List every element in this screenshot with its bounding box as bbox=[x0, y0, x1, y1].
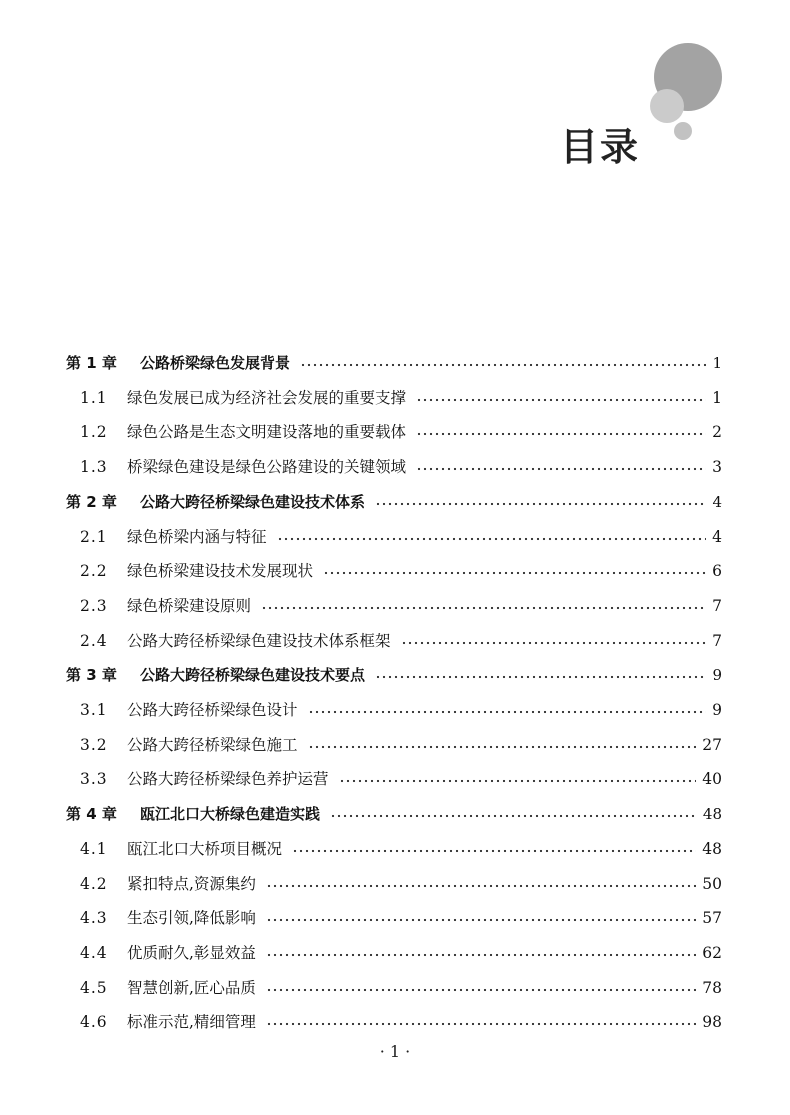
toc-entry-title: 绿色桥梁内涵与特征 bbox=[127, 527, 267, 546]
toc-entry-page: 48 bbox=[702, 839, 722, 858]
toc-section-entry[interactable] bbox=[80, 868, 722, 894]
toc-section-entry[interactable] bbox=[80, 451, 722, 477]
toc-section-entry[interactable] bbox=[80, 902, 722, 928]
toc-chapter-entry[interactable] bbox=[66, 659, 722, 685]
toc-entry-title: 公路大跨径桥梁绿色养护运营 bbox=[127, 770, 329, 789]
dot-leader bbox=[266, 952, 696, 958]
toc-entry-page: 3 bbox=[712, 458, 722, 477]
toc-entry-page: 9 bbox=[712, 701, 722, 719]
toc-entry-title: 公路大跨径桥梁绿色施工 bbox=[127, 735, 298, 754]
toc-entry-title: 智慧创新,匠心品质 bbox=[127, 978, 256, 997]
toc-entry-page: 62 bbox=[702, 943, 722, 962]
toc-entry-number: 第 1 章 bbox=[66, 354, 117, 372]
toc-section-entry[interactable] bbox=[80, 521, 722, 547]
toc-entry-page: 40 bbox=[702, 770, 722, 789]
toc-entry-number: 第 2 章 bbox=[66, 492, 117, 511]
toc-entry-page: 7 bbox=[712, 631, 722, 650]
toc-section-entry[interactable] bbox=[80, 555, 722, 581]
dot-leader bbox=[277, 536, 706, 542]
toc-entry-page: 78 bbox=[702, 978, 722, 997]
toc-entry-number: 4.6 bbox=[80, 1013, 108, 1032]
toc-entry-number: 3.2 bbox=[80, 735, 108, 754]
dot-leader bbox=[375, 501, 706, 507]
toc-entry-page: 7 bbox=[712, 596, 722, 615]
toc-chapter-entry[interactable] bbox=[66, 486, 722, 512]
dot-leader bbox=[308, 709, 706, 715]
toc-entry-number: 4.2 bbox=[80, 874, 108, 893]
toc-entry-page: 4 bbox=[712, 492, 722, 511]
dot-leader bbox=[416, 397, 706, 403]
toc-entry-number: 4.3 bbox=[80, 909, 108, 928]
toc-entry-title: 公路桥梁绿色发展背景 bbox=[140, 354, 291, 372]
toc-entry-title: 公路大跨径桥梁绿色建设技术体系框架 bbox=[127, 631, 391, 650]
toc-section-entry[interactable] bbox=[80, 763, 722, 789]
toc-entry-number: 第 3 章 bbox=[66, 666, 117, 685]
dot-leader bbox=[330, 813, 697, 819]
toc-entry-title: 公路大跨径桥梁绿色建设技术体系 bbox=[140, 492, 366, 511]
dot-leader bbox=[261, 605, 706, 611]
toc-section-entry[interactable] bbox=[80, 833, 722, 859]
dot-leader bbox=[308, 744, 697, 750]
toc-entry-page: 6 bbox=[712, 562, 722, 581]
dot-leader bbox=[300, 362, 706, 368]
toc-entry-number: 1.3 bbox=[80, 458, 108, 477]
toc-entry-page: 57 bbox=[702, 909, 722, 928]
dot-leader bbox=[339, 778, 697, 784]
toc-entry-title: 瓯江北口大桥项目概况 bbox=[127, 839, 283, 858]
dot-leader bbox=[292, 848, 696, 854]
toc-entry-number: 2.4 bbox=[80, 631, 108, 650]
toc-entry-number: 4.1 bbox=[80, 839, 108, 858]
toc-entry-page: 9 bbox=[712, 666, 722, 685]
toc-section-entry[interactable] bbox=[80, 590, 722, 616]
dot-leader bbox=[266, 1021, 696, 1027]
toc-section-entry[interactable] bbox=[80, 937, 722, 963]
toc-entry-title: 生态引领,降低影响 bbox=[127, 909, 256, 928]
toc-entry-title: 优质耐久,彰显效益 bbox=[127, 943, 256, 962]
page-title: 目录 bbox=[560, 125, 641, 169]
toc-entry-title: 绿色桥梁建设原则 bbox=[127, 596, 252, 615]
toc-section-entry[interactable] bbox=[80, 1006, 722, 1032]
dot-leader bbox=[401, 640, 706, 646]
toc-entry-number: 3.3 bbox=[80, 770, 108, 789]
toc-entry-number: 1.1 bbox=[80, 388, 108, 407]
toc-entry-title: 绿色公路是生态文明建设落地的重要载体 bbox=[127, 423, 407, 442]
toc-section-entry[interactable] bbox=[80, 416, 722, 442]
toc-chapter-entry[interactable] bbox=[66, 347, 722, 373]
toc-chapter-entry[interactable] bbox=[66, 798, 722, 824]
toc-entry-page: 4 bbox=[712, 527, 722, 546]
toc-entry-page: 2 bbox=[712, 423, 722, 442]
dot-leader bbox=[266, 883, 696, 889]
toc-entry-page: 48 bbox=[702, 805, 722, 824]
toc-entry-title: 绿色桥梁建设技术发展现状 bbox=[127, 562, 314, 581]
toc-entry-title: 瓯江北口大桥绿色建造实践 bbox=[140, 805, 321, 824]
toc-entry-number: 2.3 bbox=[80, 596, 108, 615]
toc-entry-title: 紧扣特点,资源集约 bbox=[127, 874, 256, 893]
toc-entry-title: 桥梁绿色建设是绿色公路建设的关键领域 bbox=[127, 458, 407, 477]
dot-leader bbox=[375, 674, 706, 680]
dot-leader bbox=[416, 466, 706, 472]
toc-entry-page: 98 bbox=[702, 1013, 722, 1032]
toc-entry-title: 绿色发展已成为经济社会发展的重要支撑 bbox=[127, 388, 407, 407]
toc-entry-page: 50 bbox=[702, 874, 722, 893]
toc-entry-number: 4.5 bbox=[80, 978, 108, 997]
dot-leader bbox=[266, 917, 696, 923]
dot-leader bbox=[323, 570, 706, 576]
toc-section-entry[interactable] bbox=[80, 625, 722, 651]
toc-entry-title: 公路大跨径桥梁绿色建设技术要点 bbox=[140, 666, 366, 685]
toc-section-entry[interactable] bbox=[80, 694, 722, 720]
toc-section-entry[interactable] bbox=[80, 382, 722, 408]
toc-entry-number: 3.1 bbox=[80, 701, 108, 719]
toc-entry-number: 4.4 bbox=[80, 943, 108, 962]
toc-entry-page: 1 bbox=[712, 354, 722, 372]
dot-leader bbox=[416, 431, 706, 437]
dot-leader bbox=[266, 987, 696, 993]
toc-entry-number: 1.2 bbox=[80, 423, 108, 442]
toc-entry-page: 1 bbox=[712, 388, 722, 407]
toc-section-entry[interactable] bbox=[80, 972, 722, 998]
toc-section-entry[interactable] bbox=[80, 729, 722, 755]
toc-entry-number: 第 4 章 bbox=[66, 805, 117, 824]
toc-entry-page: 27 bbox=[702, 735, 722, 754]
toc-entry-title: 公路大跨径桥梁绿色设计 bbox=[127, 701, 298, 719]
page-number: · 1 · bbox=[379, 1042, 411, 1061]
toc-entry-number: 2.2 bbox=[80, 562, 108, 581]
toc-entry-number: 2.1 bbox=[80, 527, 108, 546]
toc-entry-title: 标准示范,精细管理 bbox=[127, 1013, 256, 1032]
